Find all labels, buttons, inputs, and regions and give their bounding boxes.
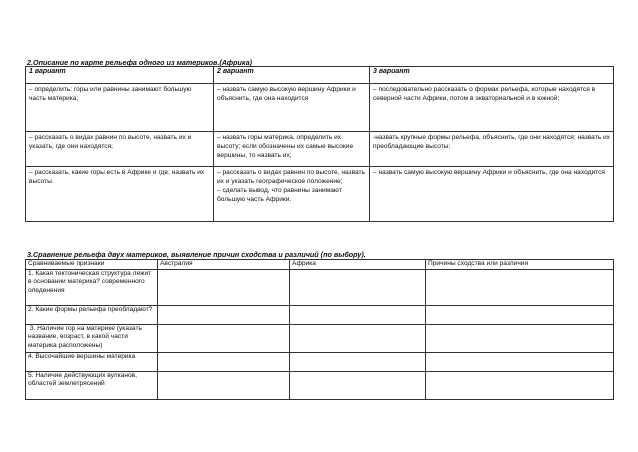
feature-label: 4. Высочайшие вершины материка (26, 352, 158, 371)
table-row (26, 324, 614, 352)
table-cell: – рассказать о видах равнин по высоте, назвать их и указать географическое положение; – сделать вывод, что равнины занимают большую часть Африки. (214, 167, 370, 222)
empty-cell[interactable] (290, 371, 426, 399)
feature-label: 5. Наличие действующих вулканов, областей землетрясений (26, 371, 158, 399)
table-cell: – последовательно рассказать о формах рельефа, которые находятся в северной части Африки, потом в экваториальной и в южной; (370, 84, 614, 132)
table-cell: -назвать крупные формы рельефа, объяснить, где они находятся; назвать их преобладающие высоты; (370, 132, 614, 167)
feature-label: 3. Наличие гор на материке (указать название, возраст, в какой части материка расположены) (26, 324, 158, 352)
feature-label: 1. Какая тектоническая структура лежит в основании материка? современного оледенения (26, 269, 158, 305)
table-row (26, 84, 614, 132)
column-header-variant-1: 1 вариант (26, 67, 214, 84)
empty-cell[interactable] (426, 305, 614, 324)
empty-cell[interactable] (426, 324, 614, 352)
empty-cell[interactable] (290, 305, 426, 324)
table-cell: – рассказать о видах равнин по высоте, назвать их и указать, где они находятся; (26, 132, 214, 167)
empty-cell[interactable] (426, 352, 614, 371)
table-row (26, 132, 614, 167)
column-header-variant-3: 3 вариант (370, 67, 614, 84)
empty-cell[interactable] (158, 352, 290, 371)
column-header-australia: Австралия (158, 260, 290, 270)
column-header-africa: Африка (290, 260, 426, 270)
section-3-heading: 3.Сравнение рельефа двух материков, выявление причин сходства и различий (по выбору). (27, 250, 366, 259)
table-row (26, 167, 614, 222)
table-cell: – рассказать, какие горы есть в Африке и где; назвать их высоты. (26, 167, 214, 222)
table-cell: – назвать самую высокую вершину Африки и объяснить, где она находится (370, 167, 614, 222)
column-header-variant-2: 2 вариант (214, 67, 370, 84)
empty-cell[interactable] (426, 371, 614, 399)
table-header-row (26, 67, 614, 84)
section-2-heading: 2.Описание по карте рельефа одного из материков.(Африка) (27, 58, 253, 67)
table-cell: – назвать горы материка, определить их высоту; если обозначены их самые высокие вершины, то назвать их; (214, 132, 370, 167)
table-row (26, 352, 614, 371)
empty-cell[interactable] (290, 269, 426, 305)
table-header-row (26, 260, 614, 270)
column-header-reasons: Причины сходства или различия (426, 260, 614, 270)
table-row (26, 305, 614, 324)
column-header-features: Сравниваемые признаки (26, 260, 158, 270)
empty-cell[interactable] (158, 269, 290, 305)
feature-label: 2. Какие формы рельефа преобладают? (26, 305, 158, 324)
comparison-table (25, 259, 614, 400)
empty-cell[interactable] (158, 371, 290, 399)
table-cell: – определить: горы или равнины занимают большую часть материка; (26, 84, 214, 132)
empty-cell[interactable] (290, 324, 426, 352)
empty-cell[interactable] (426, 269, 614, 305)
empty-cell[interactable] (158, 305, 290, 324)
table-row (26, 371, 614, 399)
table-cell: – назвать самую высокую вершину Африки и объяснить, где она находится (214, 84, 370, 132)
africa-relief-table (25, 66, 614, 222)
empty-cell[interactable] (290, 352, 426, 371)
table-row (26, 269, 614, 305)
empty-cell[interactable] (158, 324, 290, 352)
